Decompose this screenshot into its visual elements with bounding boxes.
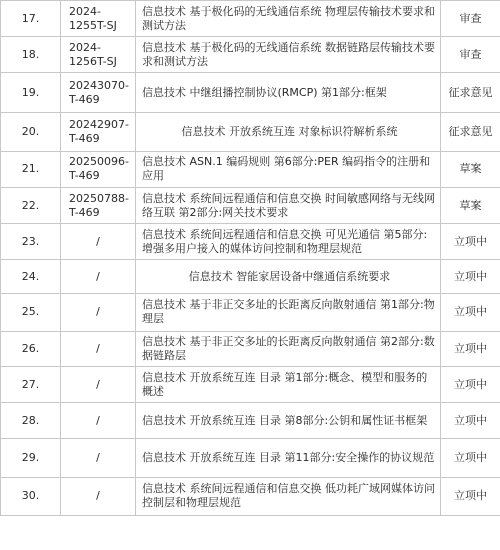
status-text-cell	[441, 224, 500, 260]
row-number-cell	[1, 112, 61, 151]
row-number: 22.	[21, 198, 40, 212]
status-text-cell	[441, 439, 500, 477]
status-text: 草案	[459, 198, 482, 212]
project-code: 2024-1255T-SJ	[69, 4, 117, 32]
status-text-cell	[441, 1, 500, 37]
project-code-cell	[61, 37, 136, 73]
standard-name: 信息技术 系统间远程通信和信息交换 低功耗广域网媒体访问控制层和物理层规范	[142, 482, 435, 510]
standard-name: 信息技术 基于极化码的无线通信系统 数据链路层传输技术要求和测试方法	[142, 40, 435, 68]
project-code-cell	[61, 403, 136, 439]
row-number: 28.	[21, 413, 40, 427]
project-code-cell	[61, 260, 136, 293]
standard-name: 信息技术 开放系统互连 目录 第1部分:概念、模型和服务的概述	[142, 370, 428, 398]
standard-name: 信息技术 基于非正交多址的长距离反向散射通信 第1部分:物理层	[142, 298, 435, 326]
standard-name: 信息技术 ASN.1 编码规则 第6部分:PER 编码指令的注册和应用	[142, 155, 431, 183]
row-number-cell	[1, 367, 61, 403]
status-text: 立项中	[454, 413, 487, 427]
table-row	[1, 188, 500, 224]
project-code: /	[96, 377, 100, 391]
standard-name-cell	[136, 73, 441, 112]
status-text: 立项中	[454, 234, 487, 248]
project-code-cell	[61, 188, 136, 224]
status-text: 征求意见	[448, 124, 493, 138]
project-code: 20242907-T-469	[69, 117, 129, 145]
row-number: 20.	[21, 124, 40, 138]
standard-name-cell	[136, 112, 441, 151]
row-number: 21.	[21, 162, 40, 176]
table-row	[1, 1, 500, 37]
table-row	[1, 73, 500, 112]
standard-name-cell	[136, 477, 441, 515]
standard-name: 信息技术 开放系统互连 目录 第11部分:安全操作的协议规范	[142, 451, 435, 465]
table-row	[1, 37, 500, 73]
standard-name-cell	[136, 260, 441, 293]
status-text: 立项中	[454, 451, 487, 465]
standard-name-cell	[136, 224, 441, 260]
row-number-cell	[1, 403, 61, 439]
standard-name-cell	[136, 331, 441, 366]
project-code: 20243070-T-469	[69, 78, 129, 106]
row-number: 29.	[21, 451, 40, 465]
status-text: 立项中	[454, 305, 487, 319]
standards-table-body	[1, 1, 500, 516]
row-number-cell	[1, 37, 61, 73]
row-number: 25.	[21, 305, 40, 319]
standard-name: 信息技术 基于非正交多址的长距离反向散射通信 第2部分:数据链路层	[142, 334, 435, 362]
status-text-cell	[441, 403, 500, 439]
standard-name: 信息技术 系统间远程通信和信息交换 可见光通信 第5部分:增强多用户接入的媒体访问控制和物理层规范	[142, 227, 428, 255]
row-number-cell	[1, 73, 61, 112]
table-row	[1, 260, 500, 293]
standard-name-cell	[136, 1, 441, 37]
project-code: /	[96, 489, 100, 503]
status-text: 立项中	[454, 341, 487, 355]
table-row	[1, 293, 500, 331]
row-number-cell	[1, 260, 61, 293]
project-code-cell	[61, 477, 136, 515]
table-row	[1, 477, 500, 515]
table-row	[1, 367, 500, 403]
standard-name-cell	[136, 439, 441, 477]
status-text: 审查	[459, 11, 482, 25]
project-code: 20250096-T-469	[69, 155, 129, 183]
project-code: /	[96, 269, 100, 283]
row-number: 17.	[21, 11, 40, 25]
project-code: /	[96, 341, 100, 355]
row-number-cell	[1, 151, 61, 187]
standard-name-cell	[136, 293, 441, 331]
standard-name: 信息技术 开放系统互连 对象标识符解析系统	[181, 124, 398, 138]
row-number-cell	[1, 188, 61, 224]
project-code-cell	[61, 224, 136, 260]
project-code-cell	[61, 112, 136, 151]
project-code: 2024-1256T-SJ	[69, 40, 117, 68]
row-number: 23.	[21, 234, 40, 248]
standard-name: 信息技术 系统间远程通信和信息交换 时间敏感网络与无线网络互联 第2部分:网关技术要求	[142, 191, 435, 219]
row-number-cell	[1, 224, 61, 260]
row-number-cell	[1, 477, 61, 515]
status-text-cell	[441, 260, 500, 293]
standard-name-cell	[136, 403, 441, 439]
row-number-cell	[1, 1, 61, 37]
project-code: /	[96, 413, 100, 427]
status-text-cell	[441, 112, 500, 151]
table-row	[1, 403, 500, 439]
status-text-cell	[441, 37, 500, 73]
project-code-cell	[61, 151, 136, 187]
row-number-cell	[1, 331, 61, 366]
standard-name-cell	[136, 151, 441, 187]
project-code-cell	[61, 293, 136, 331]
project-code-cell	[61, 1, 136, 37]
row-number: 19.	[21, 85, 40, 99]
row-number: 26.	[21, 341, 40, 355]
table-row	[1, 331, 500, 366]
project-code-cell	[61, 331, 136, 366]
table-row	[1, 439, 500, 477]
status-text-cell	[441, 477, 500, 515]
row-number: 18.	[21, 47, 40, 61]
status-text-cell	[441, 151, 500, 187]
row-number: 27.	[21, 377, 40, 391]
status-text: 立项中	[454, 489, 487, 503]
standard-name: 信息技术 基于极化码的无线通信系统 物理层传输技术要求和测试方法	[142, 4, 435, 32]
project-code-cell	[61, 439, 136, 477]
project-code: /	[96, 234, 100, 248]
table-row	[1, 112, 500, 151]
status-text-cell	[441, 367, 500, 403]
status-text-cell	[441, 331, 500, 366]
status-text: 征求意见	[448, 85, 493, 99]
status-text-cell	[441, 73, 500, 112]
project-code-cell	[61, 367, 136, 403]
status-text-cell	[441, 188, 500, 224]
table-row	[1, 224, 500, 260]
status-text: 审查	[459, 47, 482, 61]
table-row	[1, 151, 500, 187]
status-text: 立项中	[454, 269, 487, 283]
row-number-cell	[1, 439, 61, 477]
standard-name-cell	[136, 367, 441, 403]
standard-name: 信息技术 开放系统互连 目录 第8部分:公钥和属性证书框架	[142, 413, 428, 427]
standard-name: 信息技术 中继组播控制协议(RMCP) 第1部分:框架	[142, 85, 387, 99]
status-text-cell	[441, 293, 500, 331]
standard-name-cell	[136, 188, 441, 224]
standard-name: 信息技术 智能家居设备中继通信系统要求	[188, 269, 391, 283]
project-code: /	[96, 305, 100, 319]
project-code: 20250788-T-469	[69, 191, 129, 219]
status-text: 立项中	[454, 377, 487, 391]
status-text: 草案	[459, 162, 482, 176]
project-code: /	[96, 451, 100, 465]
project-code-cell	[61, 73, 136, 112]
standard-name-cell	[136, 37, 441, 73]
row-number: 30.	[21, 489, 40, 503]
row-number-cell	[1, 293, 61, 331]
row-number: 24.	[21, 269, 40, 283]
